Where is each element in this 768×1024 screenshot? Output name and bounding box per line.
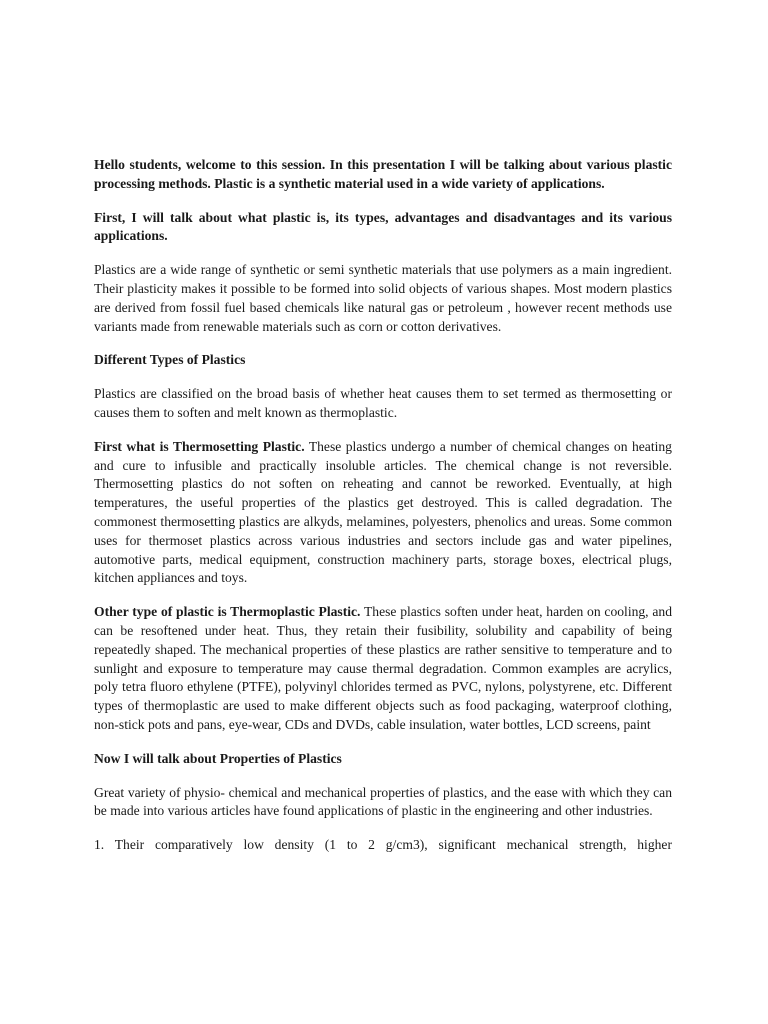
properties-intro-paragraph: Great variety of physio- chemical and mechanical properties of plastics, and the ease with which they can be made into various articles have found applications of plastic in the engineering and other industries. <box>94 784 672 819</box>
document-page <box>94 156 672 870</box>
heading-types-of-plastics: Different Types of Plastics <box>94 352 246 368</box>
heading-properties-of-plastics: Now I will talk about Properties of Plastics <box>94 750 342 766</box>
thermoplastic-paragraph <box>94 603 672 735</box>
property-item-1: 1. Their comparatively low density (1 to 2 g/cm3), significant mechanical strength, higher <box>94 837 672 853</box>
thermosetting-lead: First what is Thermosetting Plastic. <box>94 438 305 454</box>
thermoplastic-body: These plastics soften under heat, harden on cooling, and can be resoftened under heat. Thus, they retain their fusibility, solubility and capability of being repeatedly shaped. The mechanical properties of these plastics are rather sensitive to temperature and to sunlight and exposure to temperature may cause thermal degradation. Common examples are acrylics, poly tetra fluoro ethylene (PTFE), polyvinyl chlorides termed as PVC, nylons, polystyrene, etc. Different types of thermoplastic are used to make different objects such as food packaging, waterproof clothing, non-stick pots and pans, eye-wear, CDs and DVDs, cable insulation, water bottles, LCD screens, paint <box>94 604 672 732</box>
thermoplastic-lead: Other type of plastic is Thermoplastic Plastic. <box>94 604 361 620</box>
classification-paragraph: Plastics are classified on the broad basis of whether heat causes them to set termed as thermosetting or causes them to soften and melt known as thermoplastic. <box>94 386 672 420</box>
thermosetting-paragraph <box>94 438 672 588</box>
intro-paragraph-1: Hello students, welcome to this session. In this presentation I will be talking about various plastic processing methods. Plastic is a synthetic material used in a wide variety of applications. <box>94 157 672 191</box>
intro-paragraph-2: First, I will talk about what plastic is, its types, advantages and disadvantages and its various applications. <box>94 209 672 244</box>
thermosetting-body: These plastics undergo a number of chemical changes on heating and cure to infusible and practically insoluble articles. The chemical change is not reversible. Thermosetting plastics do not soften on reheating and cannot be reworked. Eventually, at high temperatures, the useful properties of the plastics get destroyed. This is called degradation. The commonest thermosetting plastics are alkyds, melamines, polyesters, phenolics and ureas. Some common uses for thermoset plastics across various industries and sectors include gas and water pipelines, automotive parts, medical equipment, construction machinery parts, storage boxes, electrical plugs, kitchen appliances and toys. <box>94 438 672 586</box>
definition-paragraph: Plastics are a wide range of synthetic or semi synthetic materials that use polymers as a main ingredient. Their plasticity makes it possible to be formed into solid objects of various shapes. Most modern plastics are derived from fossil fuel based chemicals like natural gas or petroleum , however recent methods use variants made from renewable materials such as corn or cotton derivatives. <box>94 262 672 334</box>
